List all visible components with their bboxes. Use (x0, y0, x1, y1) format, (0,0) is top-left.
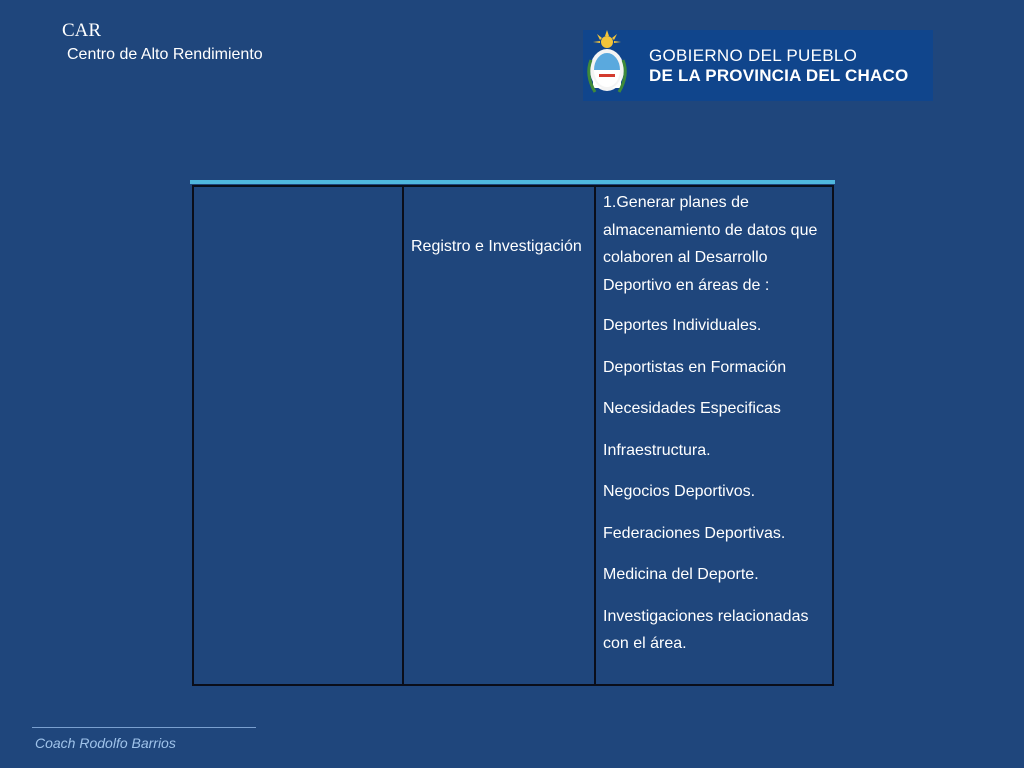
objective-intro: 1.Generar planes de almacenamiento de datos que colaboren al Desarrollo Deportivo en áreas de : (603, 194, 818, 294)
table-row (193, 186, 833, 685)
table-cell-empty (193, 186, 403, 685)
footer-author: Coach Rodolfo Barrios (35, 735, 176, 751)
page-subtitle: Centro de Alto Rendimiento (67, 46, 263, 63)
page-title: CAR (62, 20, 102, 41)
table-accent-bar (190, 180, 835, 184)
list-item: Infraestructura. (603, 441, 711, 459)
chaco-coat-of-arms-icon (583, 30, 631, 101)
logo-line-2: DE LA PROVINCIA DEL CHACO (649, 66, 909, 85)
table-cell-objectives (595, 186, 833, 685)
list-item: Medicina del Deporte. (603, 566, 759, 583)
logo-line-1: GOBIERNO DEL PUEBLO (649, 46, 858, 65)
list-item: Federaciones Deportivas. (603, 524, 786, 542)
government-logo (583, 30, 933, 101)
list-item: Negocios Deportivos. (603, 483, 756, 500)
list-item: Necesidades Especificas (603, 400, 781, 417)
list-item: Deportes Individuales. (603, 317, 762, 334)
content-table (192, 185, 834, 686)
table-cell-area (403, 186, 595, 685)
area-label: Registro e Investigación (411, 238, 582, 255)
list-item: Deportistas en Formación (603, 358, 787, 376)
list-item: Investigaciones relacionadas con el área. (603, 607, 809, 652)
footer-divider (32, 727, 256, 728)
